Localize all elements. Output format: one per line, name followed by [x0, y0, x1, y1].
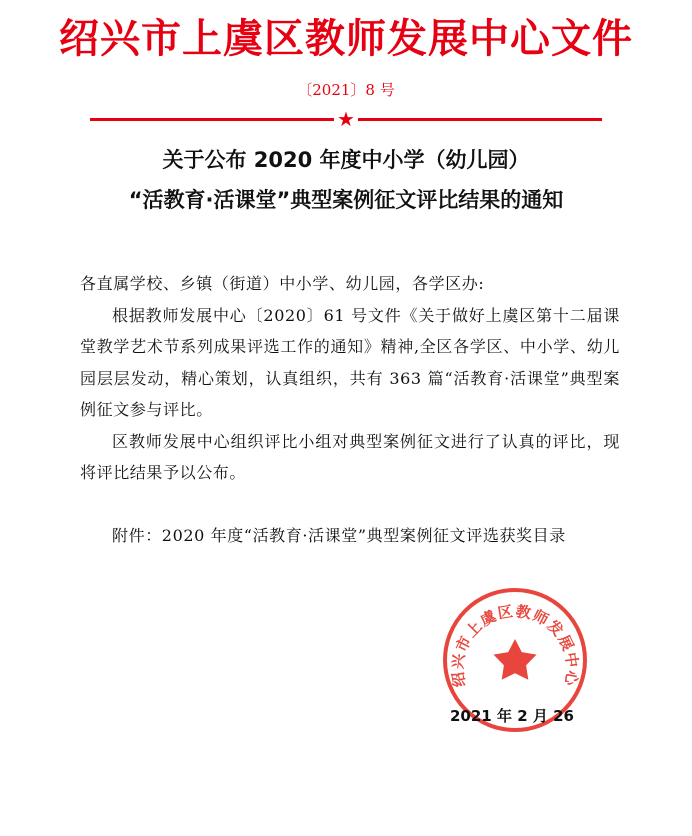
star-icon: ★	[337, 107, 355, 131]
issue-date: 2021 年 2 月 26	[450, 707, 574, 725]
notice-body	[80, 268, 620, 551]
salutation: 各直属学校、乡镇（街道）中小学、幼儿园，各学区办:	[80, 274, 485, 293]
red-divider-left	[90, 118, 334, 121]
svg-text:绍兴市上虞区教师发展中心: 绍兴市上虞区教师发展中心	[448, 602, 582, 689]
notice-title-line-2: “活教育·活课堂”典型案例征文评比结果的通知	[128, 188, 564, 212]
document-number: 〔2021〕8 号	[297, 81, 395, 99]
body-paragraph-1: 根据教师发展中心〔2020〕61 号文件《关于做好上虞区第十二届课堂教学艺术节系列成果评选工作的通知》精神,全区各学区、中小学、幼儿园层层发动，精心策划，认真组织，共有 363 篇“活教育·活课堂”典型案例征文参与评比。	[80, 305, 620, 419]
attachment-note: 附件：2020 年度“活教育·活课堂”典型案例征文评选获奖目录	[112, 525, 566, 545]
red-divider-right	[358, 118, 602, 121]
body-paragraph-2: 区教师发展中心组织评比小组对典型案例征文进行了认真的评比，现将评比结果予以公布。	[80, 431, 620, 482]
document-header-title: 绍兴市上虞区教师发展中心文件	[59, 15, 633, 62]
notice-title-line-1: 关于公布 2020 年度中小学（幼儿园）	[162, 148, 530, 172]
